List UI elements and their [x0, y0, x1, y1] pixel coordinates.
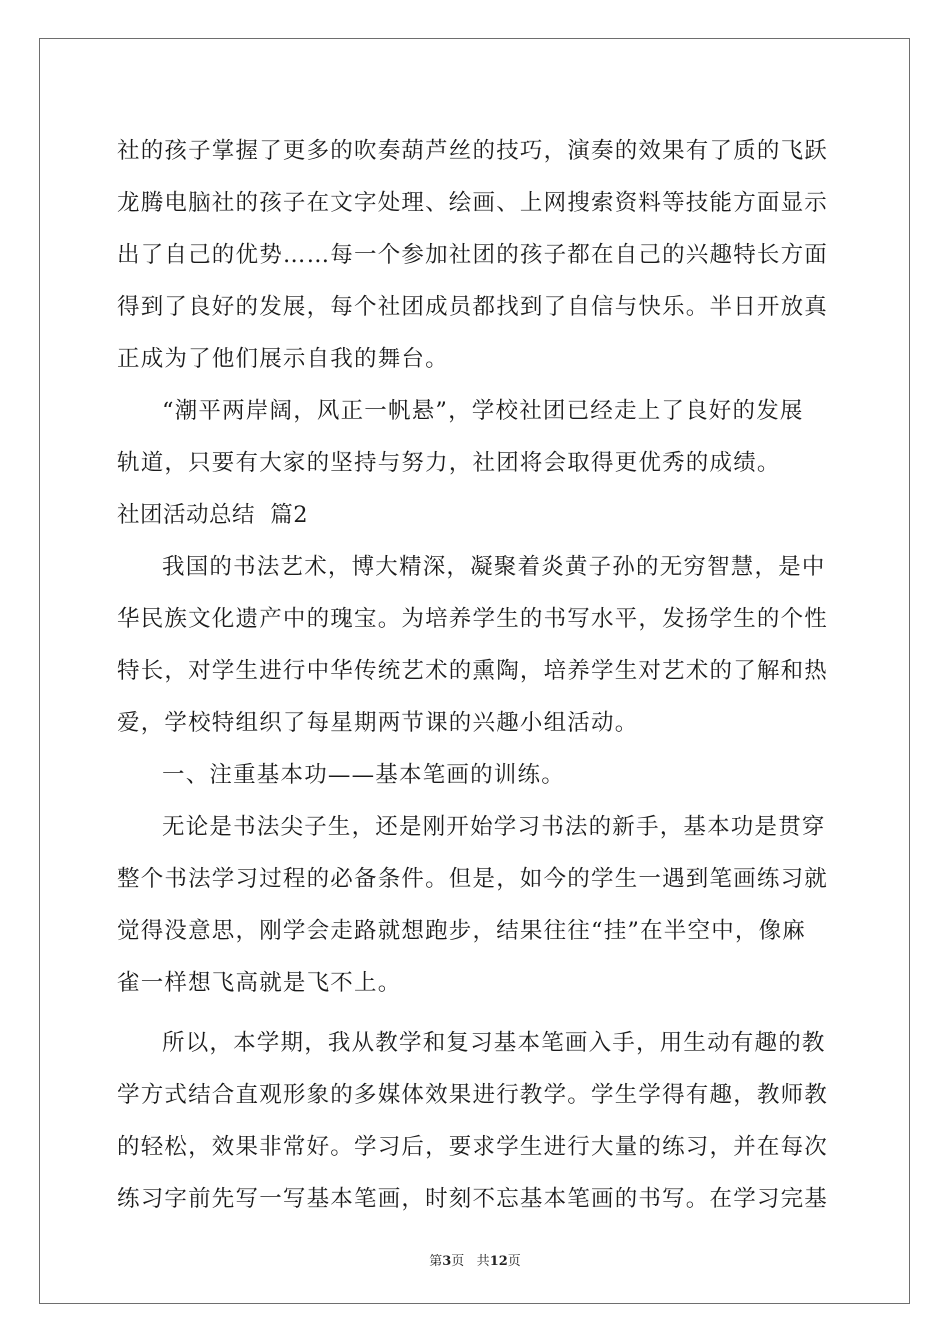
- method-paragraph: [117, 1017, 837, 1225]
- section-heading: [117, 489, 837, 541]
- text-line: 龙腾电脑社的孩子在文字处理、绘画、上网搜索资料等技能方面显示: [117, 190, 829, 216]
- text-line: 特长，对学生进行中华传统艺术的熏陶，培养学生对艺术的了解和热: [117, 658, 829, 684]
- quote-paragraph: [117, 385, 837, 489]
- total-page-count: 12: [489, 1254, 508, 1269]
- document-body: [117, 125, 837, 1225]
- subheading-text: 一、注重基本功——基本笔画的训练。: [162, 762, 565, 788]
- text-line: 得到了良好的发展，每个社团成员都找到了自信与快乐。半日开放真: [117, 294, 829, 320]
- text-line: 我国的书法艺术，博大精深，凝聚着炎黄子孙的无穷智慧，是中: [162, 554, 826, 580]
- text-line: 正成为了他们展示自我的舞台。: [117, 346, 449, 372]
- current-page-number: 3: [442, 1254, 452, 1269]
- section-heading-text: 社团活动总结 篇2: [117, 502, 309, 528]
- text-line: 华民族文化遗产中的瑰宝。为培养学生的书写水平，发扬学生的个性: [117, 606, 829, 632]
- text-line: 社的孩子掌握了更多的吹奏葫芦丝的技巧，演奏的效果有了质的飞跃: [117, 138, 829, 164]
- text-line: 出了自己的优势……每一个参加社团的孩子都在自己的兴趣特长方面: [117, 242, 829, 268]
- basics-paragraph: [117, 801, 837, 1009]
- text-line: 整个书法学习过程的必备条件。但是，如今的学生一遇到笔画练习就: [117, 866, 829, 892]
- total-prefix: 共: [476, 1254, 490, 1269]
- continuation-paragraph: [117, 125, 837, 385]
- text-line: 练习字前先写一写基本笔画，时刻不忘基本笔画的书写。在学习完基: [117, 1186, 829, 1212]
- subheading-paragraph: [117, 749, 837, 801]
- text-line: “潮平两岸阔，风正一帆悬”，学校社团已经走上了良好的发展: [162, 398, 804, 424]
- text-line: 雀一样想飞高就是飞不上。: [117, 970, 402, 996]
- text-line: 无论是书法尖子生，还是刚开始学习书法的新手，基本功是贯穿: [162, 814, 826, 840]
- text-line: 轨道，只要有大家的坚持与努力，社团将会取得更优秀的成绩。: [117, 450, 781, 476]
- intro-paragraph: [117, 541, 837, 749]
- page-footer: [0, 1250, 950, 1269]
- page-prefix: 第: [429, 1254, 443, 1269]
- text-line: 学方式结合直观形象的多媒体效果进行教学。学生学得有趣，教师教: [117, 1082, 829, 1108]
- total-suffix: 页: [507, 1254, 521, 1269]
- text-line: 所以，本学期，我从教学和复习基本笔画入手，用生动有趣的教: [162, 1030, 826, 1056]
- text-line: 觉得没意思，刚学会走路就想跑步，结果往往“挂”在半空中，像麻: [117, 918, 807, 944]
- text-line: 的轻松，效果非常好。学习后，要求学生进行大量的练习，并在每次: [117, 1134, 829, 1160]
- text-line: 爱，学校特组织了每星期两节课的兴趣小组活动。: [117, 710, 639, 736]
- page-suffix: 页: [451, 1254, 465, 1269]
